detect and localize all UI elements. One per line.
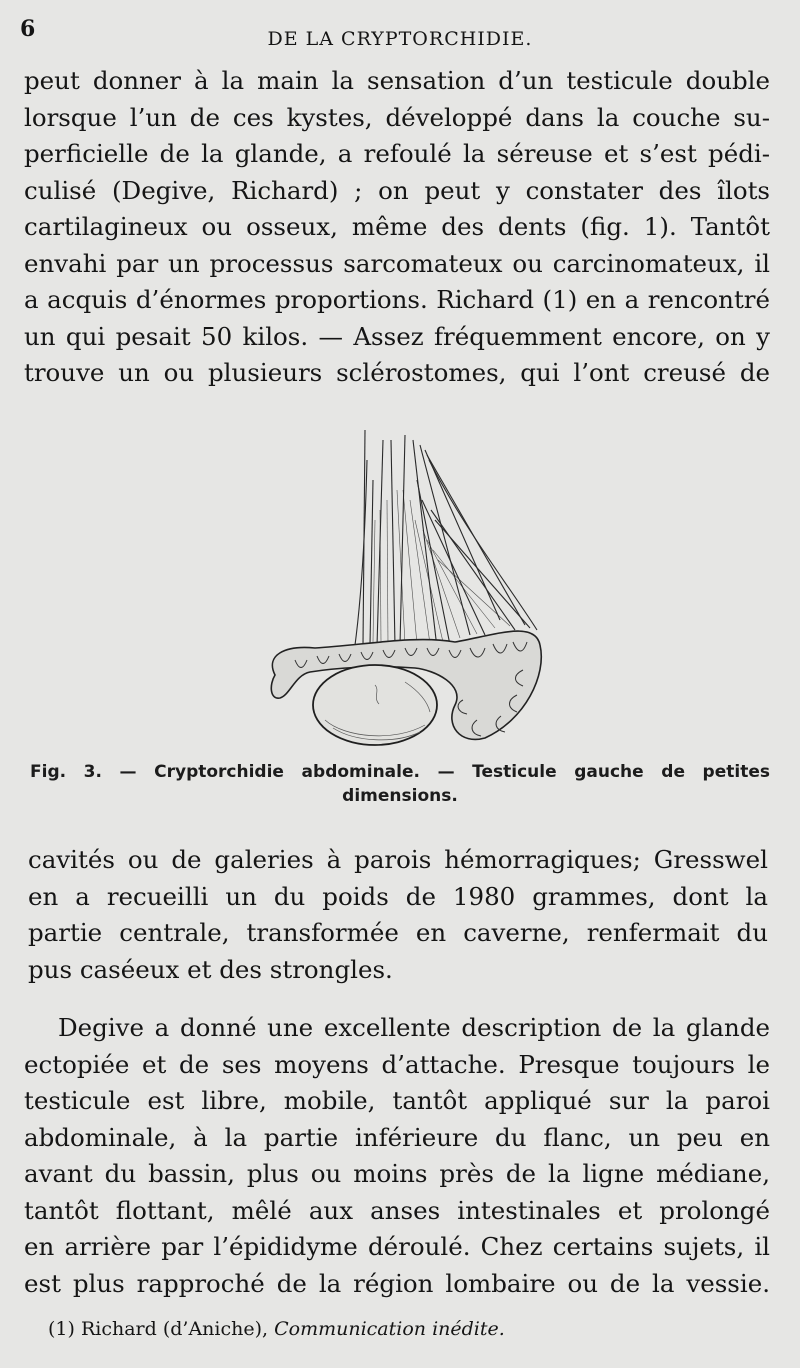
footnote xyxy=(48,1318,505,1340)
text-line: cavités ou de galeries à parois hémorragiques; Gresswel xyxy=(28,845,768,874)
footnote-italic-text: Communication inédite. xyxy=(274,1318,505,1340)
text-line: Degive a donné une excellente description de la glande xyxy=(58,1013,770,1042)
text-line: trouve un ou plusieurs sclérostomes, qui l’ont creusé de xyxy=(24,358,770,387)
text-line: tantôt flottant, mêlé aux anses intestinales et prolongé xyxy=(24,1195,770,1225)
footnote-reference: (1) Richard (d’Aniche), xyxy=(48,1318,269,1340)
testicle-engraving xyxy=(255,420,555,750)
text-line: envahi par un processus sarcomateux ou carcinomateux, il xyxy=(24,248,770,278)
text-line: testicule est libre, mobile, tantôt appliqué sur la paroi xyxy=(24,1086,770,1115)
running-title: DE LA CRYPTORCHIDIE. xyxy=(267,28,533,50)
paragraph-2 xyxy=(28,842,768,988)
text-line: est plus rapproché de la région lombaire ou de la vessie. xyxy=(24,1268,770,1298)
paragraph-3 xyxy=(24,1010,770,1302)
text-line: en a recueilli un du poids de 1980 grammes, dont la xyxy=(28,881,768,911)
text-line: culisé (Degive, Richard) ; on peut y constater des îlots xyxy=(24,175,770,205)
paragraph-1 xyxy=(24,63,770,392)
anatomical-illustration xyxy=(255,420,555,750)
caption-line: Fig. 3. — Cryptorchidie abdominale. — Testicule gauche de petites xyxy=(30,762,770,782)
text-line: abdominale, à la partie inférieure du flanc, un peu en xyxy=(24,1122,770,1152)
text-line: a acquis d’énormes proportions. Richard (1) en a rencontré xyxy=(24,285,770,314)
caption-line: dimensions. xyxy=(342,786,458,806)
text-line: lorsque l’un de ces kystes, développé dans la couche su- xyxy=(24,102,770,132)
text-line: avant du bassin, plus ou moins près de la ligne médiane, xyxy=(24,1159,770,1188)
text-line: ectopiée et de ses moyens d’attache. Presque toujours le xyxy=(24,1049,770,1079)
text-line: en arrière par l’épididyme déroulé. Chez certains sujets, il xyxy=(24,1232,770,1261)
text-line: perficielle de la glande, a refoulé la séreuse et s’est pédi- xyxy=(24,139,770,168)
text-line: cartilagineux ou osseux, même des dents (fig. 1). Tantôt xyxy=(24,212,770,241)
text-line: peut donner à la main la sensation d’un testicule double xyxy=(24,66,770,95)
text-line: un qui pesait 50 kilos. — Assez fréquemment encore, on y xyxy=(24,321,770,351)
text-line: pus caséeux et des strongles. xyxy=(28,954,393,984)
figure-caption xyxy=(30,760,770,808)
text-line: partie centrale, transformée en caverne, renfermait du xyxy=(28,918,768,947)
page-number: 6 xyxy=(20,16,36,42)
